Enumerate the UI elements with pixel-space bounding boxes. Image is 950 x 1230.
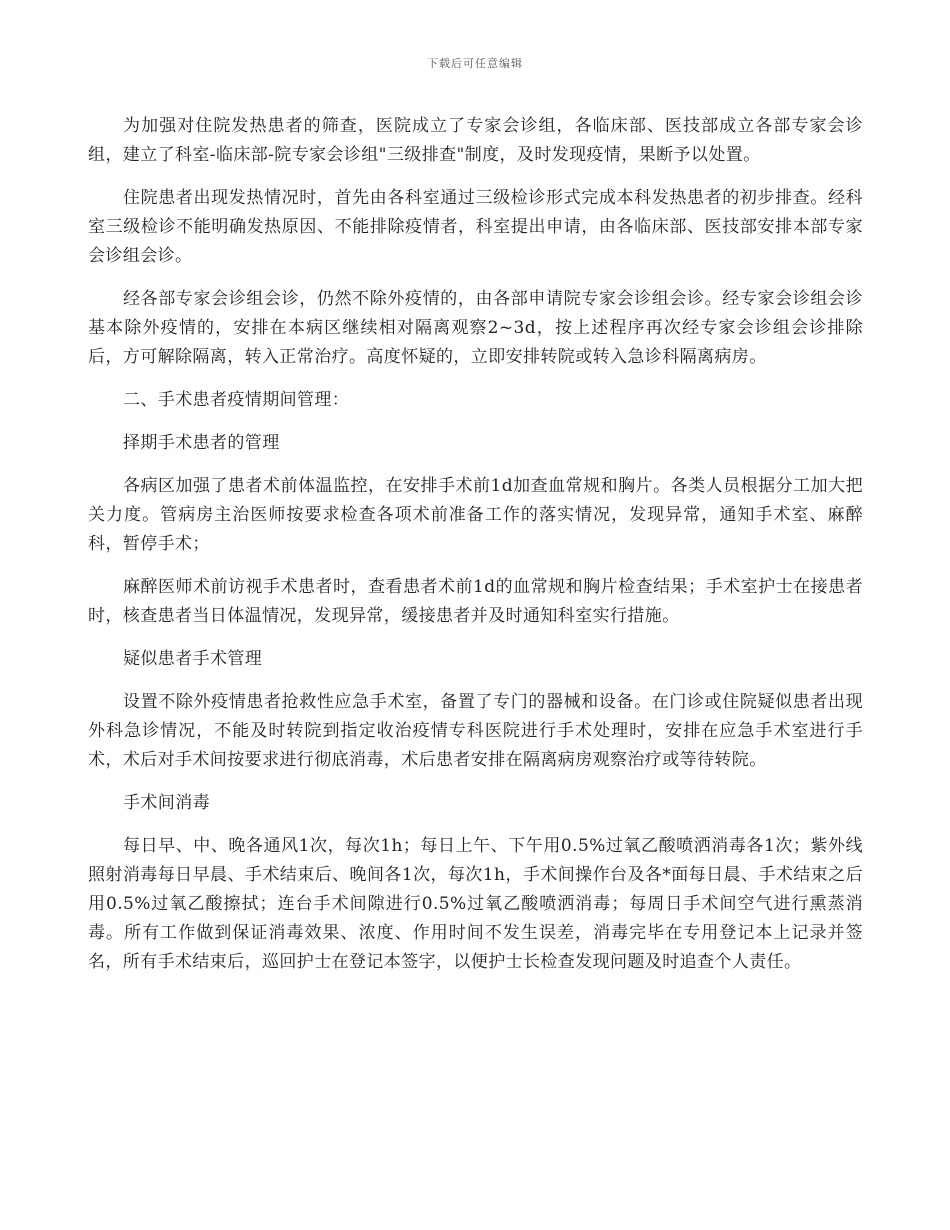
paragraph-emergency-operating-room: 设置不除外疫情患者抢救性应急手术室，备置了专门的器械和设备。在门诊或住院疑似患者出现外科急诊情况，不能及时转院到指定收治疫情专科医院进行手术处理时，安排在应急手术室进行手术，术后对手术间按要求进行彻底消毒，术后患者安排在隔离病房观察治疗或等待转院。: [88, 692, 863, 770]
subheading-suspected-patient-surgery: 疑似患者手术管理: [123, 649, 263, 669]
page-header: 下载后可任意编辑: [427, 57, 523, 70]
paragraph-anesthesia-visit: 麻醉医师术前访视手术患者时，查看患者术前1d的血常规和胸片检查结果；手术室护士在接患者时，核查患者当日体温情况，发现异常，缓接患者并及时通知科室实行措施。: [88, 577, 863, 626]
document-body: [88, 112, 863, 991]
section-heading-surgery-management: 二、手术患者疫情期间管理：: [123, 390, 350, 410]
paragraph-fever-screening-intro: 为加强对住院发热患者的筛查，医院成立了专家会诊组，各临床部、医技部成立各部专家会诊组，建立了科室-临床部-院专家会诊组"三级排查"制度，及时发现疫情，果断予以处置。: [88, 116, 863, 165]
paragraph-disinfection-procedure: 每日早、中、晚各通风1次，每次1h；每日上午、下午用0.5%过氧乙酸喷洒消毒各1次；紫外线照射消毒每日早晨、手术结束后、晚间各1次，每次1h，手术间操作台及各*面每日晨、手术结束之后用0.5%过氧乙酸擦拭；连台手术间隙进行0.5%过氧乙酸喷洒消毒；每周日手术间空气进行熏蒸消毒。所有工作做到保证消毒效果、浓度、作用时间不发生误差，消毒完毕在专用登记本上记录并签名，所有手术结束后，巡回护士在登记本签字，以便护士长检查发现问题及时追查个人责任。: [88, 836, 863, 972]
subheading-operating-room-disinfection: 手术间消毒: [123, 793, 210, 813]
subheading-elective-surgery: 择期手术患者的管理: [123, 433, 280, 453]
paragraph-inpatient-fever: 住院患者出现发热情况时，首先由各科室通过三级检诊形式完成本科发热患者的初步排查。经科室三级检诊不能明确发热原因、不能排除疫情者，科室提出申请，由各临床部、医技部安排本部专家会诊组会诊。: [88, 188, 863, 266]
paragraph-preop-monitoring: 各病区加强了患者术前体温监控，在安排手术前1d加查血常规和胸片。各类人员根据分工加大把关力度。管病房主治医师按要求检查各项术前准备工作的落实情况，发现异常，通知手术室、麻醉科，暂停手术；: [88, 476, 863, 554]
paragraph-expert-consultation: 经各部专家会诊组会诊，仍然不除外疫情的，由各部申请院专家会诊组会诊。经专家会诊组会诊基本除外疫情的，安排在本病区继续相对隔离观察2~3d，按上述程序再次经专家会诊组会诊排除后，方可解除隔离，转入正常治疗。高度怀疑的，立即安排转院或转入急诊科隔离病房。: [88, 289, 863, 367]
